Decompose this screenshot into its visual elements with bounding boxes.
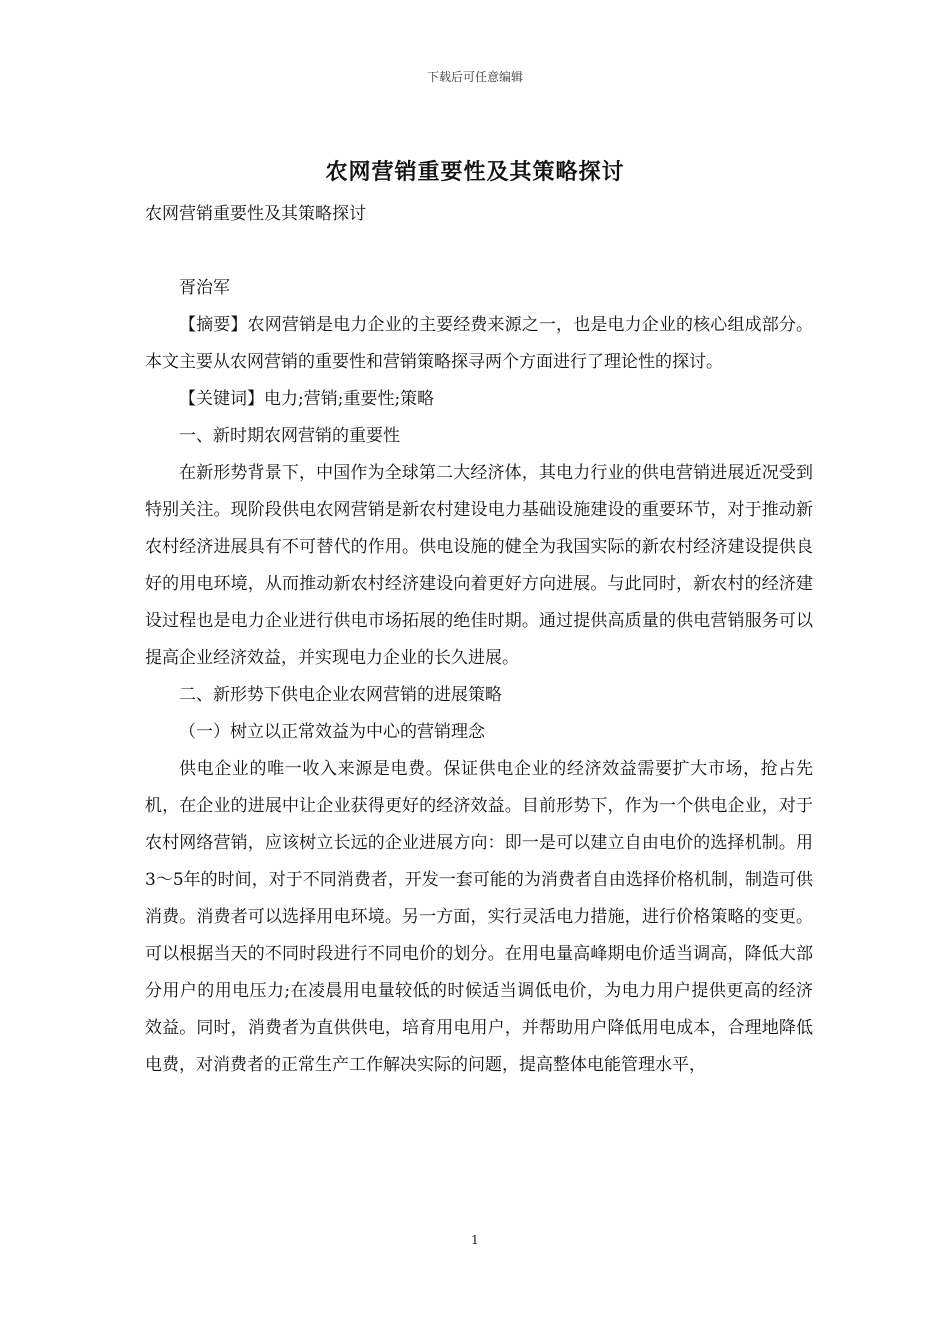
blank-line [145, 233, 813, 270]
page-number: 1 [471, 1233, 479, 1247]
author: 胥治军 [179, 278, 230, 298]
keywords: 【关键词】电力;营销;重要性;策略 [179, 389, 435, 409]
subtitle: 农网营销重要性及其策略探讨 [145, 204, 366, 224]
header-note: 下载后可任意编辑 [426, 70, 523, 84]
subsection-heading-1: （一）树立以正常效益为中心的营销理念 [179, 722, 485, 742]
section-heading-1: 一、新时期农网营销的重要性 [179, 426, 400, 446]
abstract: 【摘要】农网营销是电力企业的主要经费来源之一，也是电力企业的核心组成部分。本文主要从农网营销的重要性和营销策略探寻两个方面进行了理论性的探讨。 [145, 315, 813, 372]
document-body [145, 196, 813, 1084]
document-title: 农网营销重要性及其策略探讨 [325, 159, 625, 185]
subsection-1-paragraph: 供电企业的唯一收入来源是电费。保证供电企业的经济效益需要扩大市场，抢占先机，在企业的进展中让企业获得更好的经济效益。目前形势下，作为一个供电企业，对于农村网络营销，应该树立长远的企业进展方向：即一是可以建立自由电价的选择机制。用3～5年的时间，对于不同消费者，开发一套可能的为消费者自由选择价格机制，制造可供消费。消费者可以选择用电环境。另一方面，实行灵活电力措施，进行价格策略的变更。可以根据当天的不同时段进行不同电价的划分。在用电量高峰期电价适当调高，降低大部分用户的用电压力;在凌晨用电量较低的时候适当调低电价，为电力用户提供更高的经济效益。同时，消费者为直供供电，培育用电用户，并帮助用户降低用电成本，合理地降低电费，对消费者的正常生产工作解决实际的问题，提高整体电能管理水平， [145, 759, 813, 1075]
section-heading-2: 二、新形势下供电企业农网营销的进展策略 [179, 685, 502, 705]
section-1-paragraph: 在新形势背景下，中国作为全球第二大经济体，其电力行业的供电营销进展近况受到特别关注。现阶段供电农网营销是新农村建设电力基础设施建设的重要环节，对于推动新农村经济进展具有不可替代的作用。供电设施的健全为我国实际的新农村经济建设提供良好的用电环境，从而推动新农村经济建设向着更好方向进展。与此同时，新农村的经济建设过程也是电力企业进行供电市场拓展的绝佳时期。通过提供高质量的供电营销服务可以提高企业经济效益，并实现电力企业的长久进展。 [145, 463, 813, 668]
